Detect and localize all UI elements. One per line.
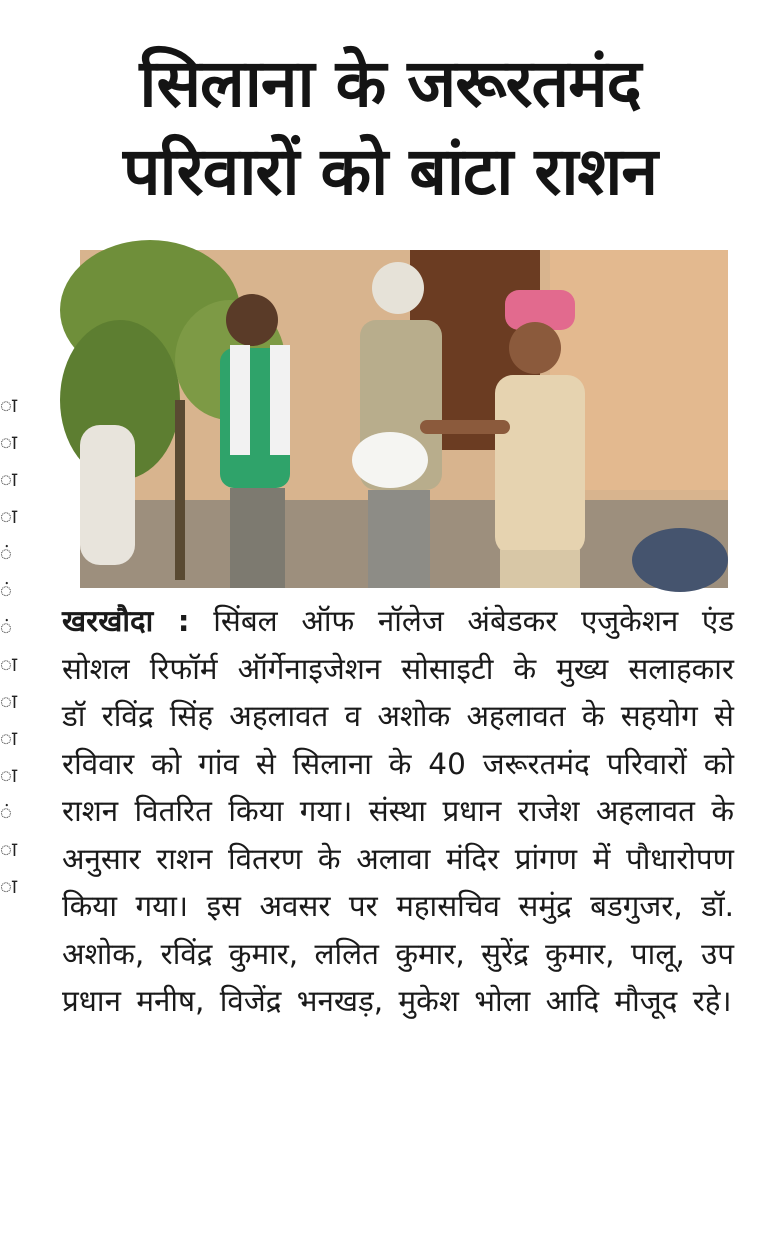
adjacent-column-glyph: ा (0, 467, 18, 491)
dateline: खरखौदा : (62, 604, 190, 638)
article-text: सिंबल ऑफ नॉलेज अंबेडकर एजुकेशन एंड सोशल रिफॉर्म ऑर्गेनाइजेशन सोसाइटी के मुख्य सलाहकार डॉ रविंद्र सिंह अहलावत व अशोक अहलावत के सहयोग से रविवार को गांव से सिलाना के 40 जरूरतमंद परिवारों को राशन वितरित किया गया। संस्था प्रधान राजेश अहलावत के अनुसार राशन वितरण के अलावा मंदिर प्रांगण में पौधारोपण किया गया। इस अवसर पर महासचिव समुंद्र बडगुजर, डॉ. अशोक, रविंद्र कुमार, ललित कुमार, सुरेंद्र कुमार, पालू, उप प्रधान मनीष, विजेंद्र भनखड़, मुकेश भोला आदि मौजूद रहे। (62, 604, 734, 1018)
headline-line-1: सिलाना के जरूरतमंद (139, 45, 641, 122)
adjacent-column-glyph: ा (0, 874, 18, 898)
adjacent-column-glyph: ा (0, 689, 18, 713)
article-body (62, 598, 734, 1026)
adjacent-column-glyph: ा (0, 837, 18, 861)
adjacent-column-glyph: ं (0, 800, 12, 824)
adjacent-column-glyph: ं (0, 541, 12, 565)
headline (30, 40, 750, 216)
adjacent-column-glyph: ा (0, 763, 18, 787)
adjacent-column-fragment (0, 390, 18, 901)
adjacent-column-glyph: ा (0, 652, 18, 676)
news-photo (80, 250, 728, 588)
adjacent-column-glyph: ा (0, 504, 18, 528)
photo-ration-distribution-icon (80, 250, 728, 588)
adjacent-column-glyph: ा (0, 430, 18, 454)
headline-line-2: परिवारों को बांटा राशन (123, 133, 657, 210)
adjacent-column-glyph: ा (0, 393, 18, 417)
adjacent-column-glyph: ं (0, 578, 12, 602)
adjacent-column-glyph: ा (0, 726, 18, 750)
adjacent-column-glyph: ं (0, 615, 12, 639)
